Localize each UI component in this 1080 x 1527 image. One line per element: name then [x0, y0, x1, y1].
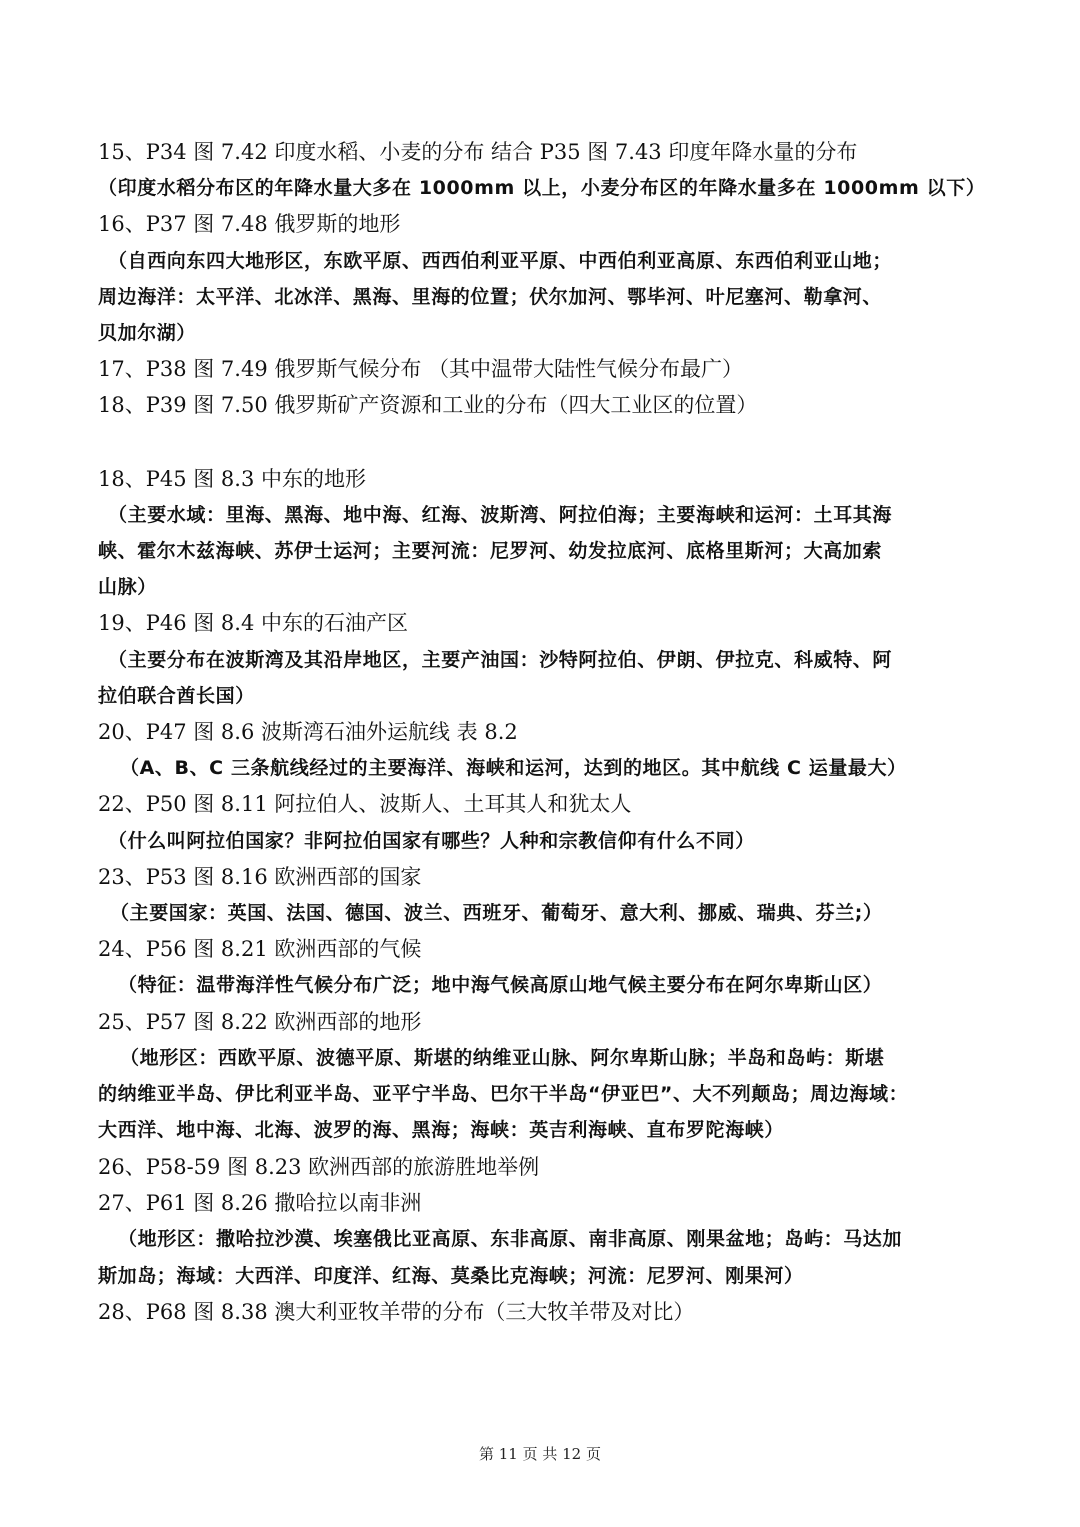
- item-22-heading: 22、P50 图 8.11 阿拉伯人、波斯人、土耳其人和犹太人: [98, 792, 632, 816]
- item-26-heading: 26、P58-59 图 8.23 欧洲西部的旅游胜地举例: [98, 1155, 540, 1179]
- item-27-note-line-2: 斯加岛；海域：大西洋、印度洋、红海、莫桑比克海峡；河流：尼罗河、刚果河）: [98, 1265, 804, 1287]
- page-footer: 第 11 页 共 12 页: [478, 1445, 601, 1463]
- item-22-note: （什么叫阿拉伯国家？非阿拉伯国家有哪些？人种和宗教信仰有什么不同）: [108, 830, 755, 852]
- item-16-note-line-3: 贝加尔湖）: [98, 322, 197, 344]
- item-25-note-line-1: （地形区：西欧平原、波德平原、斯堪的纳维亚山脉、阿尔卑斯山脉；半岛和岛屿：斯堪: [120, 1047, 885, 1069]
- item-23-heading: 23、P53 图 8.16 欧洲西部的国家: [98, 865, 422, 889]
- item-19-note-line-1: （主要分布在波斯湾及其沿岸地区，主要产油国：沙特阿拉伯、伊朗、伊拉克、科威特、阿: [108, 649, 893, 671]
- item-16-note-line-1: （自西向东四大地形区，东欧平原、西西伯利亚平原、中西伯利亚高原、东西伯利亚山地；: [108, 250, 893, 272]
- item-27-note-line-1: （地形区：撒哈拉沙漠、埃塞俄比亚高原、东非高原、南非高原、刚果盆地；岛屿：马达加: [118, 1228, 903, 1250]
- item-25-heading: 25、P57 图 8.22 欧洲西部的地形: [98, 1010, 422, 1034]
- item-25-note-line-2: 的纳维亚半岛、伊比利亚半岛、亚平宁半岛、巴尔干半岛“伊亚巴”、大不列颠岛；周边海域：: [98, 1083, 909, 1105]
- item-19-note-line-2: 拉伯联合酋长国）: [98, 685, 255, 707]
- item-18-heading: 18、P39 图 7.50 俄罗斯矿产资源和工业的分布（四大工业区的位置）: [98, 393, 758, 417]
- item-15-note: （印度水稻分布区的年降水量大多在 1000mm 以上，小麦分布区的年降水量多在 1000mm 以下）: [98, 177, 986, 199]
- item-20-heading: 20、P47 图 8.6 波斯湾石油外运航线 表 8.2: [98, 720, 518, 744]
- item-24-heading: 24、P56 图 8.21 欧洲西部的气候: [98, 937, 422, 961]
- item-15-heading: 15、P34 图 7.42 印度水稻、小麦的分布 结合 P35 图 7.43 印度年降水量的分布: [98, 140, 858, 164]
- item-18b-note-line-2: 峡、霍尔木兹海峡、苏伊士运河；主要河流：尼罗河、幼发拉底河、底格里斯河；大高加索: [98, 540, 883, 562]
- item-27-heading: 27、P61 图 8.26 撒哈拉以南非洲: [98, 1191, 422, 1215]
- item-16-note-line-2: 周边海洋：太平洋、北冰洋、黑海、里海的位置；伏尔加河、鄂毕河、叶尼塞河、勒拿河、: [98, 286, 883, 308]
- item-18b-note-line-1: （主要水域：里海、黑海、地中海、红海、波斯湾、阿拉伯海；主要海峡和运河：土耳其海: [108, 504, 893, 526]
- item-28-heading: 28、P68 图 8.38 澳大利亚牧羊带的分布（三大牧羊带及对比）: [98, 1300, 695, 1324]
- item-18b-note-line-3: 山脉）: [98, 576, 157, 598]
- item-23-note: （主要国家：英国、法国、德国、波兰、西班牙、葡萄牙、意大利、挪威、瑞典、芬兰;）: [110, 902, 883, 924]
- item-20-note: （A、B、C 三条航线经过的主要海洋、海峡和运河，达到的地区。其中航线 C 运量最大）: [120, 757, 907, 779]
- item-24-note: （特征：温带海洋性气候分布广泛；地中海气候高原山地气候主要分布在阿尔卑斯山区）: [118, 974, 883, 996]
- item-18b-heading: 18、P45 图 8.3 中东的地形: [98, 467, 366, 491]
- item-19-heading: 19、P46 图 8.4 中东的石油产区: [98, 611, 408, 635]
- item-25-note-line-3: 大西洋、地中海、北海、波罗的海、黑海；海峡：英吉利海峡、直布罗陀海峡）: [98, 1119, 785, 1141]
- item-16-heading: 16、P37 图 7.48 俄罗斯的地形: [98, 212, 401, 236]
- item-17-heading: 17、P38 图 7.49 俄罗斯气候分布 （其中温带大陆性气候分布最广）: [98, 357, 744, 381]
